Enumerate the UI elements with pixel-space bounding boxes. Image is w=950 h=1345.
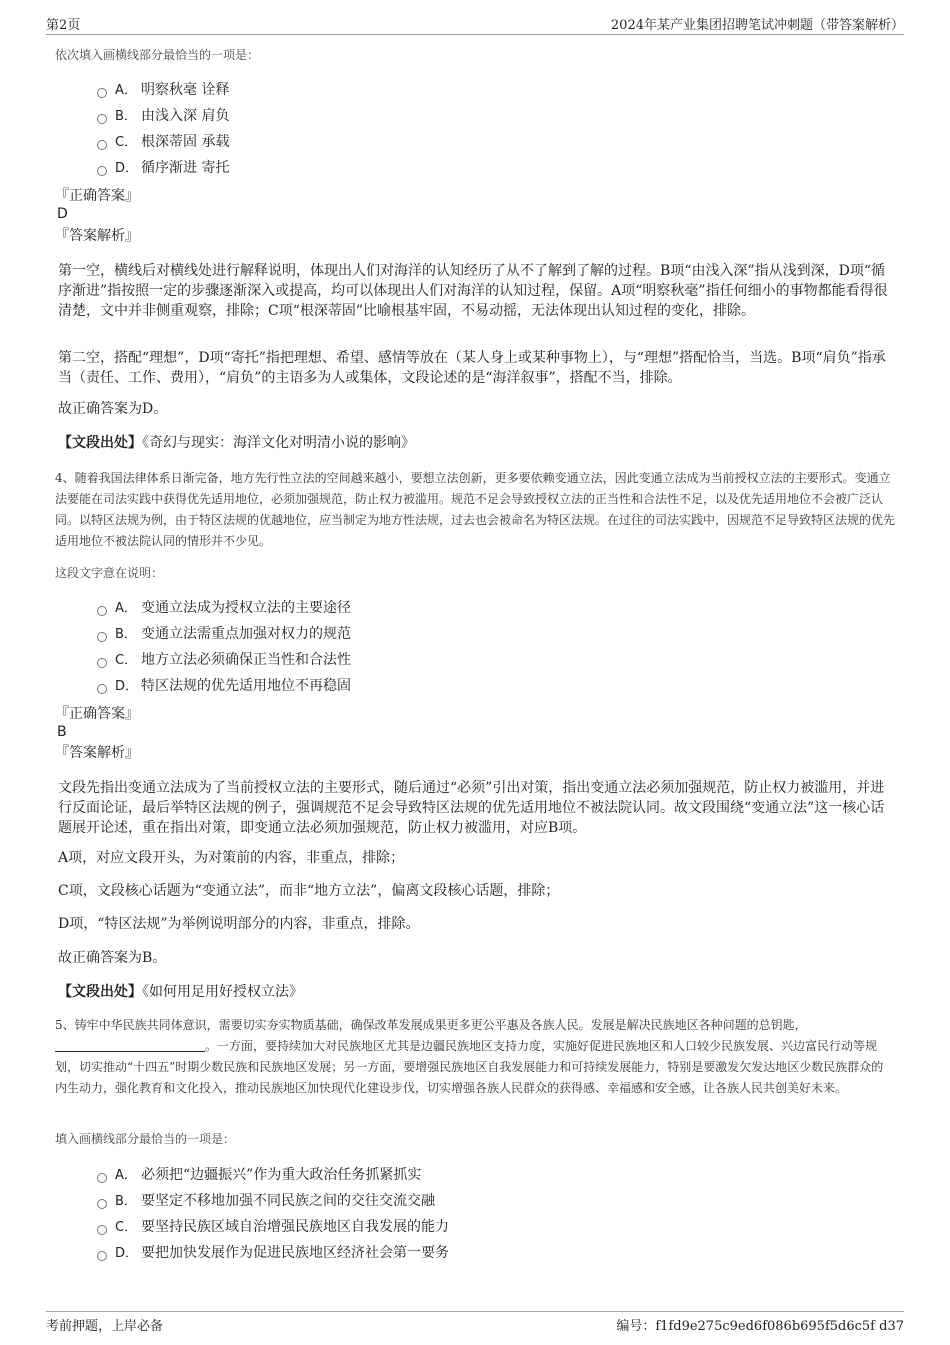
q4-option-d[interactable]: D． 特区法规的优先适用地位不再稳固: [97, 676, 351, 696]
q3-analysis-paragraph: 第二空，搭配“理想”，D项“寄托”指把理想、希望、感情等放在（某人身上或某种事物上），与“理想”搭配恰当，当选。B项“肩负”指承当（责任、工作、费用），“肩负”的主语多为人或集体，文段论述的是“海洋叙事”，搭配不当，排除。: [58, 350, 886, 386]
radio-icon[interactable]: [97, 684, 107, 694]
document-title: 2024年某产业集团招聘笔试冲刺题（带答案解析）: [610, 18, 904, 33]
radio-icon[interactable]: [97, 140, 107, 150]
q5-option-d[interactable]: D． 要把加快发展作为促进民族地区经济社会第一要务: [97, 1243, 449, 1263]
radio-icon[interactable]: [97, 88, 107, 98]
q4-answer-label: 『正确答案』: [55, 706, 139, 722]
q3-option-a[interactable]: A． 明察秋毫 诠释: [97, 80, 229, 100]
radio-icon[interactable]: [97, 1225, 107, 1235]
q3-answer-label: 『正确答案』: [55, 188, 139, 204]
q3-analysis-label: 『答案解析』: [55, 228, 139, 244]
q4-analysis-item: C项，文段核心话题为“变通立法”，而非“地方立法”，偏离文段核心话题，排除；: [58, 883, 560, 899]
q4-option-a[interactable]: A． 变通立法成为授权立法的主要途径: [97, 598, 351, 618]
page-header: [46, 14, 904, 35]
page-footer: [46, 1311, 904, 1337]
radio-icon[interactable]: [97, 1251, 107, 1261]
document-code: 编号：f1fd9e275c9ed6f086b695f5d6c5f d37: [616, 1319, 904, 1334]
q3-option-d[interactable]: D． 循序渐进 寄托: [97, 158, 229, 178]
q3-prompt: 依次填入画横线部分最恰当的一项是：: [55, 48, 260, 62]
footer-slogan: 考前押题，上岸必备: [46, 1319, 164, 1334]
q5-option-c[interactable]: C． 要坚持民族区域自治增强民族地区自我发展的能力: [97, 1217, 449, 1237]
radio-icon[interactable]: [97, 1173, 107, 1183]
page-number: 第2页: [46, 18, 81, 33]
q4-conclusion: 故正确答案为B。: [58, 950, 167, 966]
radio-icon[interactable]: [97, 632, 107, 642]
radio-icon[interactable]: [97, 606, 107, 616]
q4-stem: 4、随着我国法律体系日渐完备，地方先行性立法的空间越来越小，要想立法创新，更多要依赖变通立法，因此变通立法成为当前授权立法的主要形式。变通立法要能在司法实践中获得优先适用地位，必须加强规范，防止权力被滥用。规范不足会导致授权立法的正当性和合法性不足，以及优先适用地位不会被广泛认同。以特区法规为例，由于特区法规的优越地位，应当制定为地方性法规，过去也会被命名为特区法规。在过往的司法实践中，因规范不足导致特区法规的优先适用地位不被法院认同的情形并不少见。: [55, 471, 896, 548]
q4-analysis-label: 『答案解析』: [55, 745, 139, 761]
q4-answer-value: B: [57, 724, 67, 740]
q4-analysis-item: A项，对应文段开头，为对策前的内容，非重点，排除；: [58, 850, 405, 866]
radio-icon[interactable]: [97, 658, 107, 668]
q3-source: 【文段出处】《奇幻与现实：海洋文化对明清小说的影响》: [58, 435, 415, 451]
q4-analysis-paragraph: 文段先指出变通立法成为了当前授权立法的主要形式，随后通过“必须”引出对策，指出变通立法必须加强规范，防止权力被滥用，并进行反面论证，最后举特区法规的例子，强调规范不足会导致特区法规的优先适用地位不被法院认同。故文段围绕“变通立法”这一核心话题展开论述，重在指出对策，即变通立法必须加强规范，防止权力被滥用，对应B项。: [58, 780, 885, 836]
q4-source: 【文段出处】《如何用足用好授权立法》: [58, 984, 303, 1000]
radio-icon[interactable]: [97, 114, 107, 124]
q5-option-a[interactable]: A． 必须把“边疆振兴”作为重大政治任务抓紧抓实: [97, 1165, 421, 1185]
q4-prompt: 这段文字意在说明：: [55, 566, 164, 580]
q5-option-b[interactable]: B． 要坚定不移地加强不同民族之间的交往交流交融: [97, 1191, 435, 1211]
fill-blank-line: [55, 1039, 205, 1052]
q3-conclusion: 故正确答案为D。: [58, 401, 168, 417]
radio-icon[interactable]: [97, 166, 107, 176]
q3-analysis-paragraph: 第一空，横线后对横线处进行解释说明，体现出人们对海洋的认知经历了从不了解到了解的过程。B项“由浅入深”指从浅到深，D项“循序渐进”指按照一定的步骤逐渐深入或提高，均可以体现出人们对海洋的认知过程，保留。A项“明察秋毫”指任何细小的事物都能看得很清楚，文中并非侧重观察，排除；C项“根深蒂固”比喻根基牢固，不易动摇，无法体现出认知过程的变化，排除。: [58, 263, 888, 319]
q5-prompt: 填入画横线部分最恰当的一项是：: [55, 1132, 236, 1146]
radio-icon[interactable]: [97, 1199, 107, 1209]
q4-analysis-item: D项，“特区法规”为举例说明部分的内容，非重点，排除。: [58, 916, 420, 932]
q3-option-b[interactable]: B． 由浅入深 肩负: [97, 106, 229, 126]
q4-option-c[interactable]: C． 地方立法必须确保正当性和合法性: [97, 650, 351, 670]
q4-option-b[interactable]: B． 变通立法需重点加强对权力的规范: [97, 624, 351, 644]
q3-answer-value: D: [57, 206, 68, 222]
q5-stem: 5、铸牢中华民族共同体意识，需要切实夯实物质基础，确保改革发展成果更多更公平惠及各族人民。发展是解决民族地区各种问题的总钥匙，。一方面，要持续加大对民族地区尤其是边疆民族地区支持力度，实施好促进民族地区和人口较少民族发展、兴边富民行动等规划，切实推动“十四五”时期少数民族和民族地区发展；另一方面，要增强民族地区自我发展能力和可持续发展能力，特别是要激发欠发达地区少数民族群众的内生动力，强化教育和文化投入，推动民族地区加快现代化建设步伐，切实增强各族人民群众的获得感、幸福感和安全感，让各族人民共创美好未来。: [55, 1018, 884, 1095]
q3-option-c[interactable]: C． 根深蒂固 承载: [97, 132, 229, 152]
